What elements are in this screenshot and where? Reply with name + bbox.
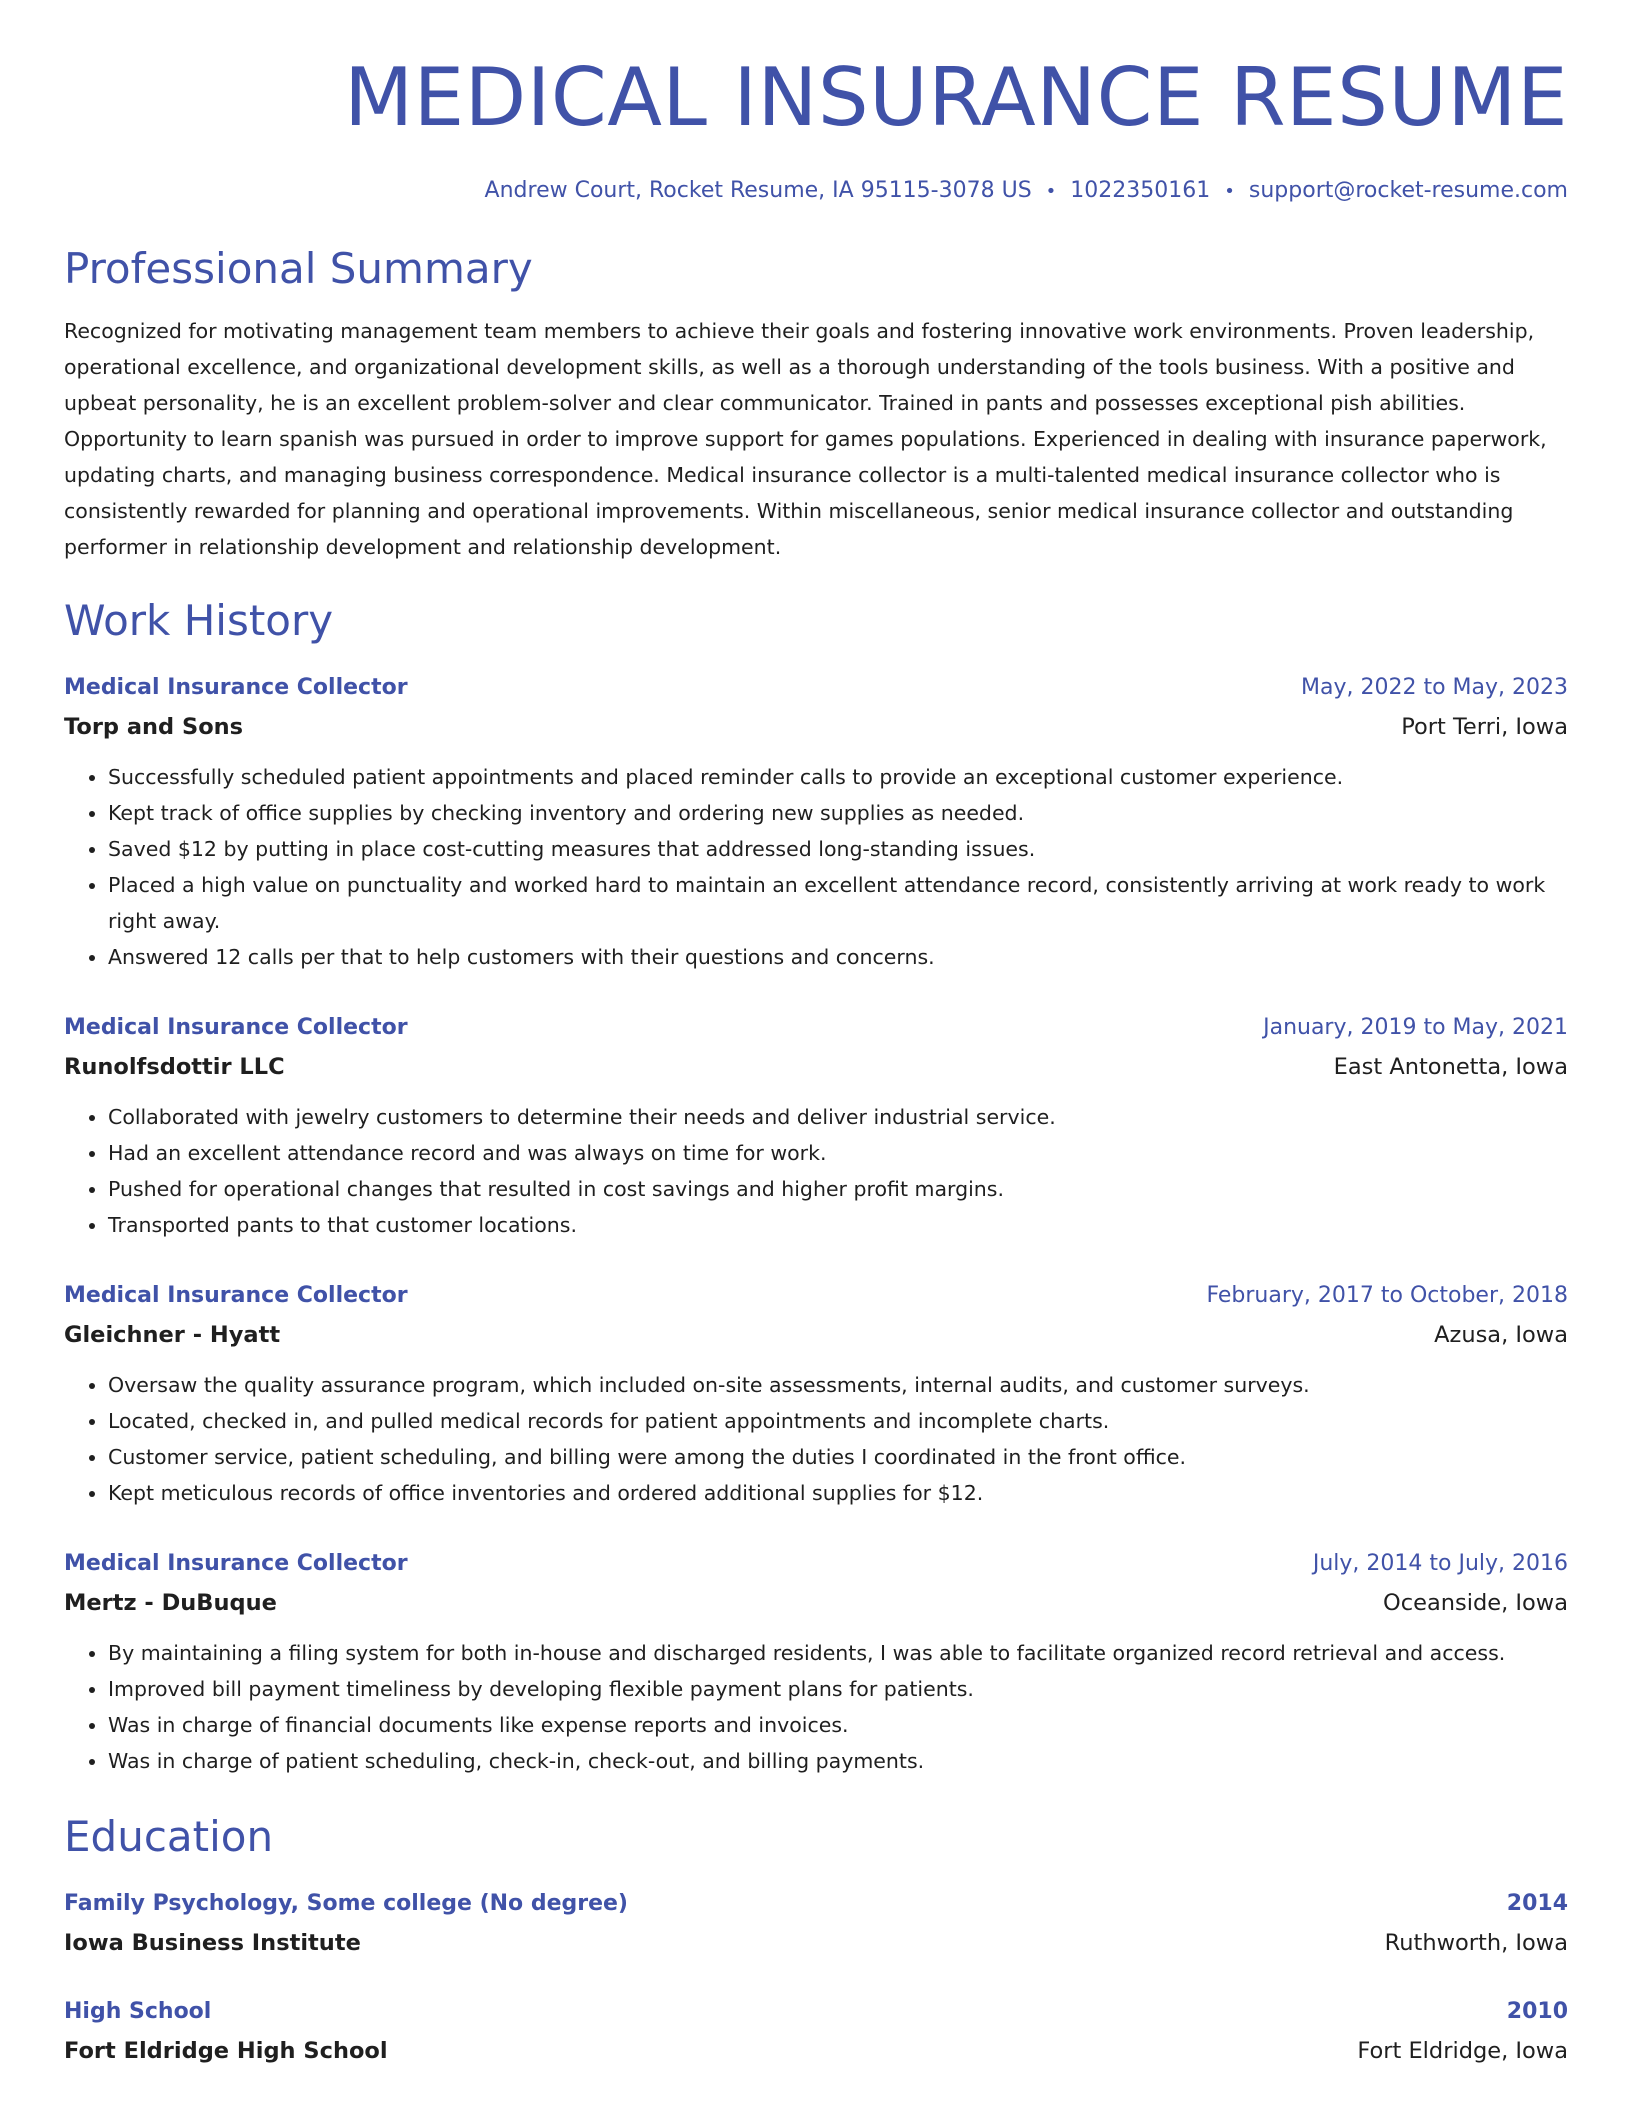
- job-bullet-item: • By maintaining a filing system for both in-house and discharged residents, I was able to facilitate organized record retrieval and access.: [108, 1635, 1568, 1671]
- contact-address: Andrew Court, Rocket Resume, IA 95115-3078 US: [484, 178, 1032, 203]
- job-company-row: [64, 1583, 1568, 1623]
- job-bullet-item: • Was in charge of financial documents like expense reports and invoices.: [108, 1707, 1568, 1743]
- section-heading-education: Education: [64, 1812, 274, 1861]
- job-location: Oceanside, Iowa: [1383, 1590, 1568, 1616]
- job-role: Medical Insurance Collector: [64, 1283, 408, 1308]
- education-school: Fort Eldridge High School: [64, 2038, 388, 2064]
- job-dates: May, 2022 to May, 2023: [1301, 675, 1568, 700]
- job-bullets: [64, 1099, 1568, 1243]
- job-bullet-item: • Kept meticulous records of office inventories and ordered additional supplies for $12.: [108, 1475, 1568, 1511]
- contact-line: [64, 176, 1568, 207]
- job-role: Medical Insurance Collector: [64, 1551, 408, 1576]
- job-role: Medical Insurance Collector: [64, 1015, 408, 1040]
- job-dates: January, 2019 to May, 2021: [1263, 1015, 1568, 1040]
- education-header-row: [64, 1885, 1568, 1923]
- education-degree: Family Psychology, Some college (No degree): [64, 1891, 628, 1916]
- job-location: Port Terri, Iowa: [1401, 714, 1568, 740]
- education-location: Fort Eldridge, Iowa: [1357, 2038, 1568, 2064]
- job-bullets: [64, 1367, 1568, 1511]
- education-entry: [64, 1885, 1568, 1963]
- job-company: Mertz - DuBuque: [64, 1590, 277, 1616]
- job-bullet-item: • Was in charge of patient scheduling, check-in, check-out, and billing payments.: [108, 1743, 1568, 1779]
- section-heading-summary: Professional Summary: [64, 244, 533, 293]
- education-list: [64, 1885, 1568, 2071]
- job-entry: [64, 1277, 1568, 1511]
- education-school-row: [64, 1923, 1568, 1963]
- summary-text: Recognized for motivating management team members to achieve their goals and fostering innovative work environments. Proven leadership, operational excellence, and organizational development skills, as well as a thorough understanding of the tools business. With a positive and upbeat personality, he is an excellent problem-solver and clear communicator. Trained in pants and possesses exceptional pish abilities. Opportunity to learn spanish was pursued in order to improve support for games populations. Experienced in dealing with insurance paperwork, updating charts, and managing business correspondence. Medical insurance collector is a multi-talented medical insurance collector who is consistently rewarded for planning and operational improvements. Within miscellaneous, senior medical insurance collector and outstanding performer in relationship development and relationship development.: [64, 319, 1547, 559]
- job-bullet-item: • Improved bill payment timeliness by developing flexible payment plans for patients.: [108, 1671, 1568, 1707]
- job-bullet-item: • Collaborated with jewelry customers to determine their needs and deliver industrial service.: [108, 1099, 1568, 1135]
- job-company: Gleichner - Hyatt: [64, 1322, 281, 1348]
- job-bullet-item: • Had an excellent attendance record and was always on time for work.: [108, 1135, 1568, 1171]
- contact-separator: •: [1045, 181, 1057, 202]
- work-history-list: [64, 669, 1568, 1779]
- education-location: Ruthworth, Iowa: [1384, 1930, 1568, 1956]
- job-company: Runolfsdottir LLC: [64, 1054, 285, 1080]
- resume-title: MEDICAL INSURANCE RESUME: [344, 51, 1568, 144]
- job-header-row: [64, 1009, 1568, 1047]
- contact-separator: •: [1224, 181, 1235, 202]
- job-role: Medical Insurance Collector: [64, 675, 408, 700]
- job-dates: February, 2017 to October, 2018: [1206, 1283, 1568, 1308]
- job-bullet-item: • Transported pants to that customer locations.: [108, 1207, 1568, 1243]
- job-dates: July, 2014 to July, 2016: [1312, 1551, 1568, 1576]
- job-header-row: [64, 669, 1568, 707]
- education-degree: High School: [64, 1999, 212, 2024]
- job-location: East Antonetta, Iowa: [1333, 1054, 1568, 1080]
- contact-email: support@rocket-resume.com: [1248, 178, 1568, 203]
- education-entry: [64, 1993, 1568, 2071]
- job-bullets: [64, 1635, 1568, 1779]
- job-bullet-item: • Located, checked in, and pulled medical records for patient appointments and incomplete charts.: [108, 1403, 1568, 1439]
- education-school-row: [64, 2031, 1568, 2071]
- job-header-row: [64, 1545, 1568, 1583]
- resume-header: [64, 0, 1568, 207]
- contact-phone: 1022350161: [1070, 178, 1211, 203]
- job-company: Torp and Sons: [64, 714, 244, 740]
- job-bullet-item: • Successfully scheduled patient appointments and placed reminder calls to provide an exceptional customer experience.: [108, 759, 1568, 795]
- job-company-row: [64, 707, 1568, 747]
- job-entry: [64, 669, 1568, 975]
- job-bullet-item: • Kept track of office supplies by checking inventory and ordering new supplies as needed.: [108, 795, 1568, 831]
- education-year: 2014: [1506, 1891, 1568, 1916]
- education-school: Iowa Business Institute: [64, 1930, 361, 1956]
- job-bullet-item: • Oversaw the quality assurance program, which included on-site assessments, internal audits, and customer surveys.: [108, 1367, 1568, 1403]
- job-entry: [64, 1009, 1568, 1243]
- job-bullet-item: • Saved $12 by putting in place cost-cutting measures that addressed long-standing issues.: [108, 831, 1568, 867]
- job-company-row: [64, 1315, 1568, 1355]
- job-location: Azusa, Iowa: [1434, 1322, 1568, 1348]
- section-heading-work-history: Work History: [64, 596, 334, 645]
- job-bullet-item: • Placed a high value on punctuality and worked hard to maintain an excellent attendance record, consistently arriving at work ready to work right away.: [108, 867, 1568, 939]
- job-entry: [64, 1545, 1568, 1779]
- job-bullet-item: • Customer service, patient scheduling, and billing were among the duties I coordinated in the front office.: [108, 1439, 1568, 1475]
- job-bullet-item: • Pushed for operational changes that resulted in cost savings and higher profit margins.: [108, 1171, 1568, 1207]
- job-header-row: [64, 1277, 1568, 1315]
- education-year: 2010: [1506, 1999, 1568, 2024]
- job-bullet-item: • Answered 12 calls per that to help customers with their questions and concerns.: [108, 939, 1568, 975]
- education-header-row: [64, 1993, 1568, 2031]
- job-bullets: [64, 759, 1568, 975]
- job-company-row: [64, 1047, 1568, 1087]
